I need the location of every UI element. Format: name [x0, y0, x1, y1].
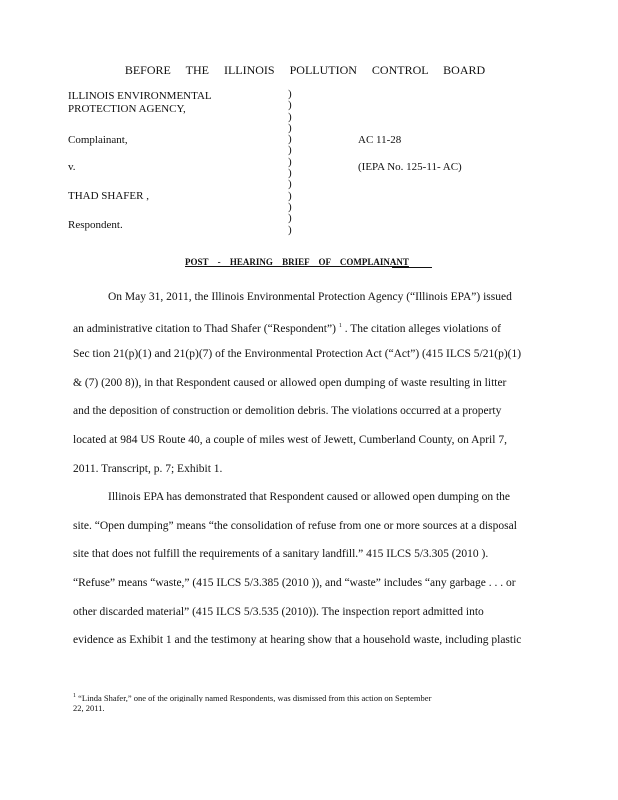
body-line [73, 312, 533, 341]
caption-paren: ) [288, 88, 292, 100]
caption-paren: ) [288, 99, 292, 112]
caption-paren: ) [288, 189, 292, 202]
footnote-line: 22, 2011. [73, 703, 105, 713]
caption-respondent: Respondent. [68, 219, 123, 231]
body-line: located at 984 US Route 40, a couple of miles west of Jewett, Cumberland County, on April 7, [73, 433, 507, 446]
footnote-line [73, 690, 528, 702]
iepa-number: (IEPA No. 125-11- AC) [358, 161, 462, 173]
body-line: Sec tion 21(p)(1) and 21(p)(7) of the Environmental Protection Act (“Act”) (415 ILCS 5/21(p)(1) [73, 348, 522, 361]
case-number: AC 11-28 [358, 134, 402, 146]
brief-body [73, 283, 533, 655]
body-line: On May 31, 2011, the Illinois Environmental Protection Agency (“Illinois EPA”) issued [108, 291, 512, 303]
caption-paren: ) [288, 155, 292, 168]
body-line: evidence as Exhibit 1 and the testimony at hearing show that a household waste, including plastic [73, 634, 522, 647]
caption-agency-line2: PROTECTION AGENCY, [68, 103, 186, 115]
caption-paren: ) [288, 223, 292, 236]
caption-paren: ) [288, 121, 292, 134]
body-line-text: . The citation alleges violations of [344, 322, 501, 335]
body-line: and the deposition of construction or demolition debris. The violations occurred at a property [73, 405, 502, 418]
body-line-text: an administrative citation to Thad Shafer (“Respondent”) [73, 322, 336, 335]
caption-paren: ) [288, 110, 292, 123]
footnote-marker: 1 [73, 693, 76, 699]
brief-heading: POST - HEARING BRIEF OF COMPLAINANT [185, 257, 409, 267]
caption-respondent-name: THAD SHAFER , [68, 190, 149, 202]
caption-complainant: Complainant, [68, 134, 128, 146]
body-line: Illinois EPA has demonstrated that Respondent caused or allowed open dumping on the [108, 491, 511, 504]
caption-paren: ) [288, 133, 292, 146]
heading-underline [392, 267, 432, 268]
footnote [73, 690, 528, 714]
body-line: & (7) (200 8)), in that Respondent caused or allowed open dumping of waste resulting in litter [73, 376, 507, 389]
footnote-reference: 1 [338, 322, 342, 329]
board-title: BEFORE THE ILLINOIS POLLUTION CONTROL BOARD [124, 63, 486, 77]
caption-paren: ) [288, 212, 292, 225]
caption-paren: ) [288, 167, 292, 180]
caption-agency-line1: ILLINOIS ENVIRONMENTAL [68, 90, 212, 102]
caption-paren: ) [288, 200, 292, 213]
body-line: site. “Open dumping” means “the consolidation of refuse from one or more sources at a disposal [73, 519, 517, 532]
caption-paren: ) [288, 144, 292, 157]
body-line: other discarded material” (415 ILCS 5/3.535 (2010)). The inspection report admitted into [73, 605, 484, 618]
caption-versus: v. [68, 161, 76, 173]
body-line: “Refuse” means “waste,” (415 ILCS 5/3.385 (2010 )), and “waste” includes “any garbage . . . or [73, 576, 516, 589]
caption-paren-column [288, 89, 292, 236]
body-line: site that does not fulfill the requirements of a sanitary landfill.” 415 ILCS 5/3.305 (2010 ). [73, 548, 489, 561]
footnote-text: “Linda Shafer,” one of the originally named Respondents, was dismissed from this action on September [78, 692, 432, 702]
caption-paren: ) [288, 178, 292, 191]
body-line: 2011. Transcript, p. 7; Exhibit 1. [73, 462, 223, 475]
